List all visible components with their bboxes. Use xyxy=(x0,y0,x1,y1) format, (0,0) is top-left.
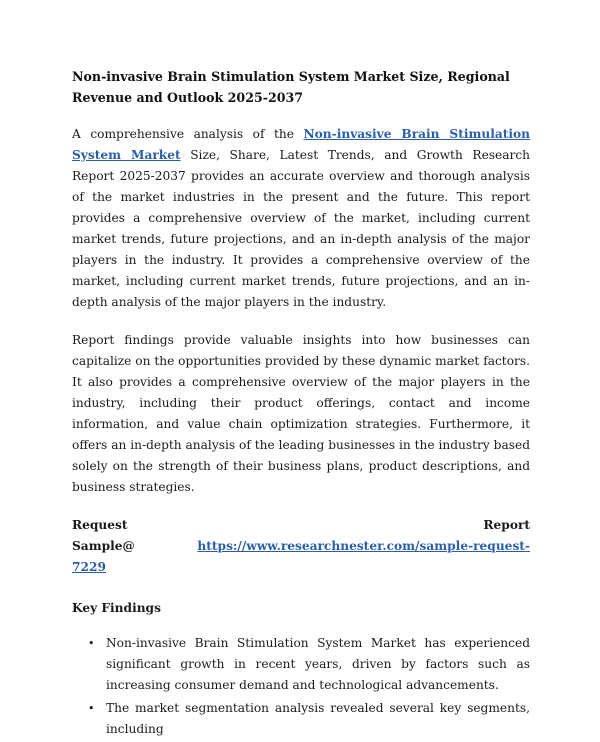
document-title: Non-invasive Brain Stimulation System Market Size, Regional Revenue and Outlook 2025-2037 xyxy=(72,69,510,105)
request-sample-label: Request Report Sample@ xyxy=(72,518,530,553)
market-report-link[interactable]: Non-invasive Brain Stimulation System Market xyxy=(72,127,530,162)
document-page xyxy=(72,66,530,742)
list-item: • The market segmentation analysis revealed several key segments, including xyxy=(106,698,530,740)
key-findings-list xyxy=(72,633,530,740)
intro-prefix: A comprehensive analysis of the xyxy=(72,127,304,141)
request-sample-line xyxy=(72,515,530,578)
intro-paragraph xyxy=(72,124,530,313)
list-item: • Non-invasive Brain Stimulation System Market has experienced significant growth in recent years, driven by factors such as increasing consumer demand and technological advancements. xyxy=(106,633,530,696)
sample-request-link[interactable]: https://www.researchnester.com/sample-request-7229 xyxy=(72,539,530,574)
intro-suffix: Size, Share, Latest Trends, and Growth Research Report 2025-2037 provides an accurate overview and thorough analysis of the market industries in the present and the future. This report provides a comprehensive overview of the market, including current market trends, future projections, and an in-depth analysis of the major players in the industry. It provides a comprehensive overview of the market, including current market trends, future projections, and an in-depth analysis of the major players in the industry. xyxy=(72,148,531,309)
key-findings-heading: Key Findings xyxy=(72,601,161,615)
findings-paragraph: Report findings provide valuable insights into how businesses can capitalize on the opportunities provided by these dynamic market factors. It also provides a comprehensive overview of the major players in the industry, including their product offerings, contact and income information, and value chain optimization strategies. Furthermore, it offers an in-depth analysis of the leading businesses in the industry based solely on the strength of their business plans, product descriptions, and business strategies. xyxy=(72,333,530,494)
